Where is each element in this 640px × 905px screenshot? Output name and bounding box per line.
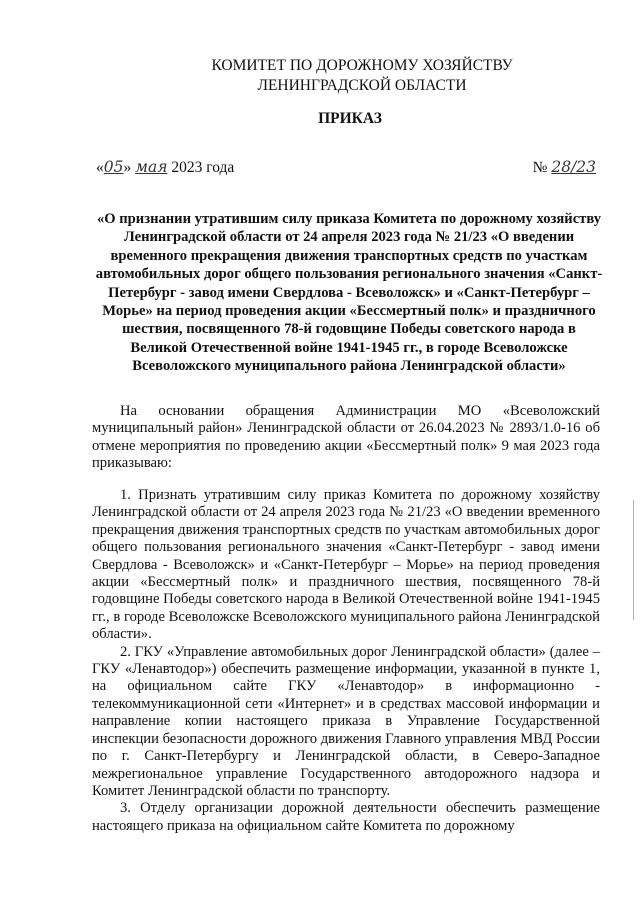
date-year: 2023 года [171,159,235,176]
header-line-2: ЛЕНИНГРАДСКОЙ ОБЛАСТИ [257,77,467,94]
scan-edge-mark [633,500,634,620]
order-number [533,158,596,177]
date-month-handwritten: мая [135,158,168,176]
document-header [0,56,640,96]
order-subject: «О признании утратившим силу приказа Комитета по дорожному хозяйству Ленинградской области от 24 апреля 2023 года № 21/23 «О введении временного прекращения движения транспортных средств по участкам автомобильных дорог общего пользования регионального значения «Санкт-Петербург - завод имени Свердлова - Всеволожск» и «Санкт-Петербург – Морье» на период проведения акции «Бессмертный полк» и праздничного шествия, посвященного 78-й годовщине Победы советского народа в Великой Отечественной войне 1941-1945 гг., в городе Всеволожске Всеволожского муниципального района Ленинградской области» [95,211,603,375]
date-close-quote: » [123,159,132,176]
order-date [96,158,234,177]
order-item-2: 2. ГКУ «Управление автомобильных дорог Ленинградской области» (далее – ГКУ «Ленавтодор») обеспечить размещение информации, указанной в пункте 1, на официальном сайте ГКУ «Ленавтодор» в информационно - телекоммуникационной сети «Интернет» и в средствах массовой информации и направление копии настоящего приказа в Управление Государственной инспекции безопасности дорожного движения Главного управления МВД России по г. Санкт-Петербургу и Ленинградской области, в Северо-Западное межрегиональное управление Государственного автодорожного надзора и Комитет Ленинградской области по транспорту. [92,643,600,799]
order-item-3: 3. Отделу организации дорожной деятельности обеспечить размещение настоящего приказа на официальном сайте Комитета по дорожному [92,800,600,834]
date-open-quote: « [96,159,104,176]
document-title: ПРИКАЗ [318,110,382,127]
order-number-label: № [532,159,548,176]
order-item-1: 1. Признать утратившим силу приказ Комитета по дорожному хозяйству Ленинградской области от 24 апреля 2023 года № 21/23 «О введении временного прекращения движения транспортных средств по участкам автомобильных дорог общего пользования регионального значения «Санкт-Петербург - завод имени Свердлова - Всеволожск» и «Санкт-Петербург – Морье» на период проведения акции «Бессмертный полк» и праздничного шествия, посвященного 78-й годовщине Победы советского народа в Великой Отечественной войне 1941-1945 гг., в городе Всеволожске Всеволожского муниципального района Ленинградской области». [92,487,600,643]
preamble-paragraph: На основании обращения Администрации МО «Всеволожский муниципальный район» Ленинградской области от 26.04.2023 № 2893/1.0-16 об отмене мероприятия по проведению акции «Бессмертный полк» 9 мая 2023 года приказываю: [92,403,600,472]
preamble-block [92,403,600,473]
date-day-handwritten: 05 [103,158,124,176]
header-line-1: КОМИТЕТ ПО ДОРОЖНОМУ ХОЗЯЙСТВУ [211,57,513,74]
order-items [92,487,600,835]
order-number-handwritten: 28/23 [551,158,596,176]
